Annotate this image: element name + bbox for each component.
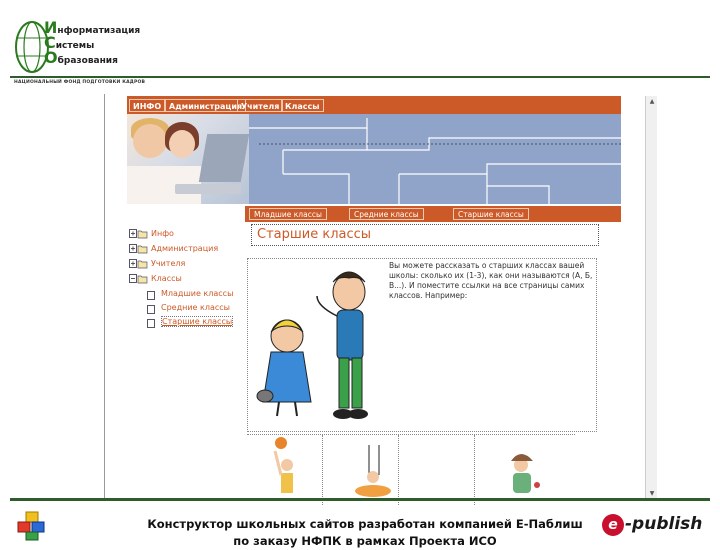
slide-header xyxy=(0,0,720,94)
folder-tree-icon xyxy=(129,274,148,283)
menu-label: Классы xyxy=(151,274,182,283)
child-figure-icon xyxy=(247,435,323,505)
tab-junior[interactable]: Младшие классы xyxy=(249,208,327,220)
left-menu xyxy=(127,226,247,331)
menu-label: Учителя xyxy=(151,259,186,268)
menu-label: Администрация xyxy=(151,244,219,253)
tab-classes[interactable]: Классы xyxy=(281,99,324,112)
sub-nav xyxy=(127,204,621,224)
logo-line-2: истемы xyxy=(55,41,95,51)
class-photo-cell xyxy=(475,435,575,505)
logo-line-3: бразования xyxy=(57,56,118,66)
footer-line-2: по заказу НФПК в рамках Проекта ИСО xyxy=(233,534,497,548)
submenu-item-junior[interactable] xyxy=(127,289,247,299)
class-photos-row xyxy=(247,434,575,504)
menu-item-teachers[interactable] xyxy=(127,256,247,271)
brand-text: -publish xyxy=(625,514,703,534)
website-screenshot xyxy=(104,94,662,500)
tab-administration[interactable]: Администрация xyxy=(165,99,246,112)
menu-item-info[interactable] xyxy=(127,226,247,241)
tab-middle[interactable]: Средние классы xyxy=(349,208,424,220)
logo-cap-2: С xyxy=(44,33,56,52)
logo-line-1: нформатизация xyxy=(57,26,141,36)
document-icon xyxy=(147,319,155,328)
submenu-item-senior[interactable] xyxy=(127,317,247,327)
submenu-label: Младшие классы xyxy=(161,289,234,298)
vertical-scrollbar[interactable] xyxy=(645,96,657,500)
banner-lines-graphic xyxy=(249,114,621,204)
child-figure-icon xyxy=(475,435,575,505)
class-photo-cell xyxy=(323,435,399,505)
footer-divider xyxy=(10,498,710,501)
page-body-text: Вы можете рассказать о старших классах вашей школы: сколько их (1-3), как они называются (А, Б, В...). И поместите ссылки на все страницы самих классов. Например: xyxy=(389,261,593,300)
submenu-label: Старшие классы xyxy=(162,317,233,326)
children-photo xyxy=(127,114,249,204)
page-title: Старшие классы xyxy=(251,224,599,246)
child-figure-icon xyxy=(323,435,399,505)
header-divider xyxy=(10,76,710,78)
document-icon xyxy=(147,291,155,300)
top-nav xyxy=(127,96,621,114)
folder-tree-icon xyxy=(129,229,148,238)
globe-logo-icon xyxy=(14,20,44,74)
folder-tree-icon xyxy=(129,244,148,253)
tab-info[interactable]: ИНФО xyxy=(129,99,165,112)
tab-teachers[interactable]: Учителя xyxy=(237,99,283,112)
logo-subtitle: НАЦИОНАЛЬНЫЙ ФОНД ПОДГОТОВКИ КАДРОВ xyxy=(14,80,146,85)
logo-cap-3: О xyxy=(44,48,58,67)
menu-item-classes[interactable] xyxy=(127,271,247,286)
submenu-label: Средние классы xyxy=(161,303,230,312)
e-logo-icon: e xyxy=(602,514,624,536)
site-banner xyxy=(127,114,621,224)
scroll-down-icon[interactable]: ▼ xyxy=(649,490,655,497)
menu-item-administration[interactable] xyxy=(127,241,247,256)
scroll-up-icon[interactable]: ▲ xyxy=(649,98,655,105)
e-publish-logo xyxy=(602,514,718,538)
class-photo-cell xyxy=(247,435,323,505)
class-photo-cell xyxy=(399,435,475,505)
submenu-item-middle[interactable] xyxy=(127,303,247,313)
tab-senior[interactable]: Старшие классы xyxy=(453,208,529,220)
school-site xyxy=(127,96,621,500)
logo-cap-1: И xyxy=(44,18,58,37)
menu-label: Инфо xyxy=(151,229,174,238)
document-icon xyxy=(147,305,155,314)
folder-tree-icon xyxy=(129,259,148,268)
cartoon-illustration xyxy=(257,266,387,426)
footer-caption xyxy=(130,516,600,550)
cubes-logo-icon xyxy=(16,510,56,540)
footer-line-1: Конструктор школьных сайтов разработан компанией Е-Паблиш xyxy=(147,517,583,531)
logo-text xyxy=(44,18,141,67)
